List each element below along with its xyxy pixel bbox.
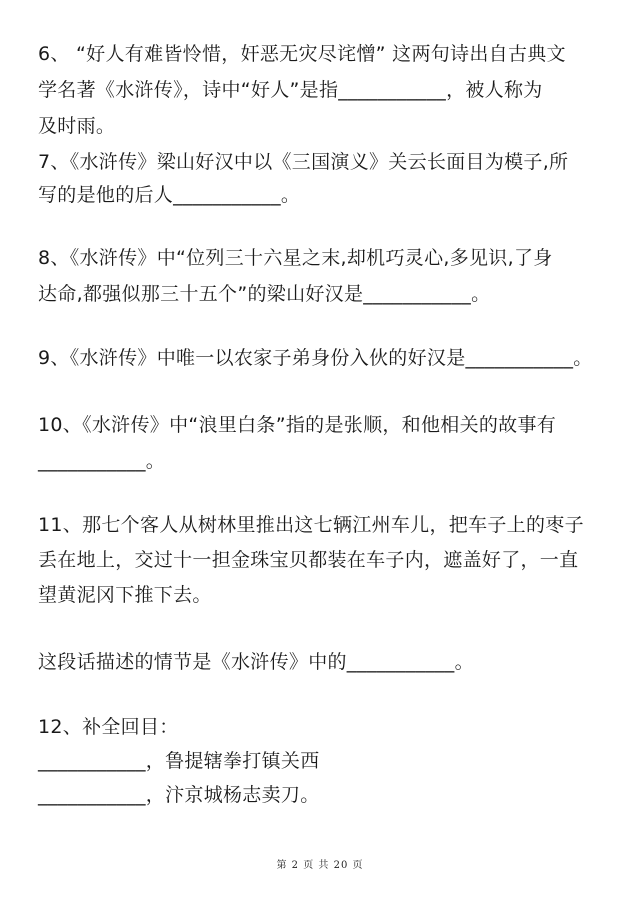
q8-line-1: 8、《水浒传》中“位列三十六星之末,却机巧灵心,多见识,了身 — [38, 247, 553, 269]
q6-line-2: 学名著《水浒传》，诗中“好人”是指___________，被人称为 — [38, 79, 543, 101]
q11-line-1: 11、那七个客人从树林里推出这七辆江州车儿，把车子上的枣子 — [38, 514, 584, 536]
q10-line-2: ___________。 — [38, 450, 166, 472]
q12-line-2: ___________，鲁提辖拳打镇关西 — [38, 750, 320, 772]
q9-line-1: 9、《水浒传》中唯一以农家子弟身份入伙的好汉是___________。 — [38, 347, 593, 369]
q7-line-2: 写的是他的后人___________。 — [38, 184, 301, 206]
page-footer: 第 2 页 共 20 页 — [276, 860, 364, 871]
q11-question: 这段话描述的情节是《水浒传》中的___________。 — [38, 651, 474, 673]
q11-line-3: 望黄泥冈下推下去。 — [38, 584, 212, 606]
q7-line-1: 7、《水浒传》梁山好汉中以《三国演义》关云长面目为模子,所 — [38, 151, 569, 173]
q10-line-1: 10、《水浒传》中“浪里白条”指的是张顺，和他相关的故事有 — [38, 414, 557, 436]
q6-line-1: 6、 “好人有难皆怜惜，奸恶无灾尽诧憎” 这两句诗出自古典文 — [38, 43, 566, 65]
q8-line-2: 达命,都强似那三十五个”的梁山好汉是___________。 — [38, 283, 491, 305]
q12-line-1: 12、补全回目： — [38, 716, 179, 738]
q12-line-3: ___________，汴京城杨志卖刀。 — [38, 784, 320, 806]
q6-line-3: 及时雨。 — [38, 115, 116, 137]
q11-line-2: 丢在地上，交过十一担金珠宝贝都装在车子内，遮盖好了，一直 — [38, 549, 579, 571]
